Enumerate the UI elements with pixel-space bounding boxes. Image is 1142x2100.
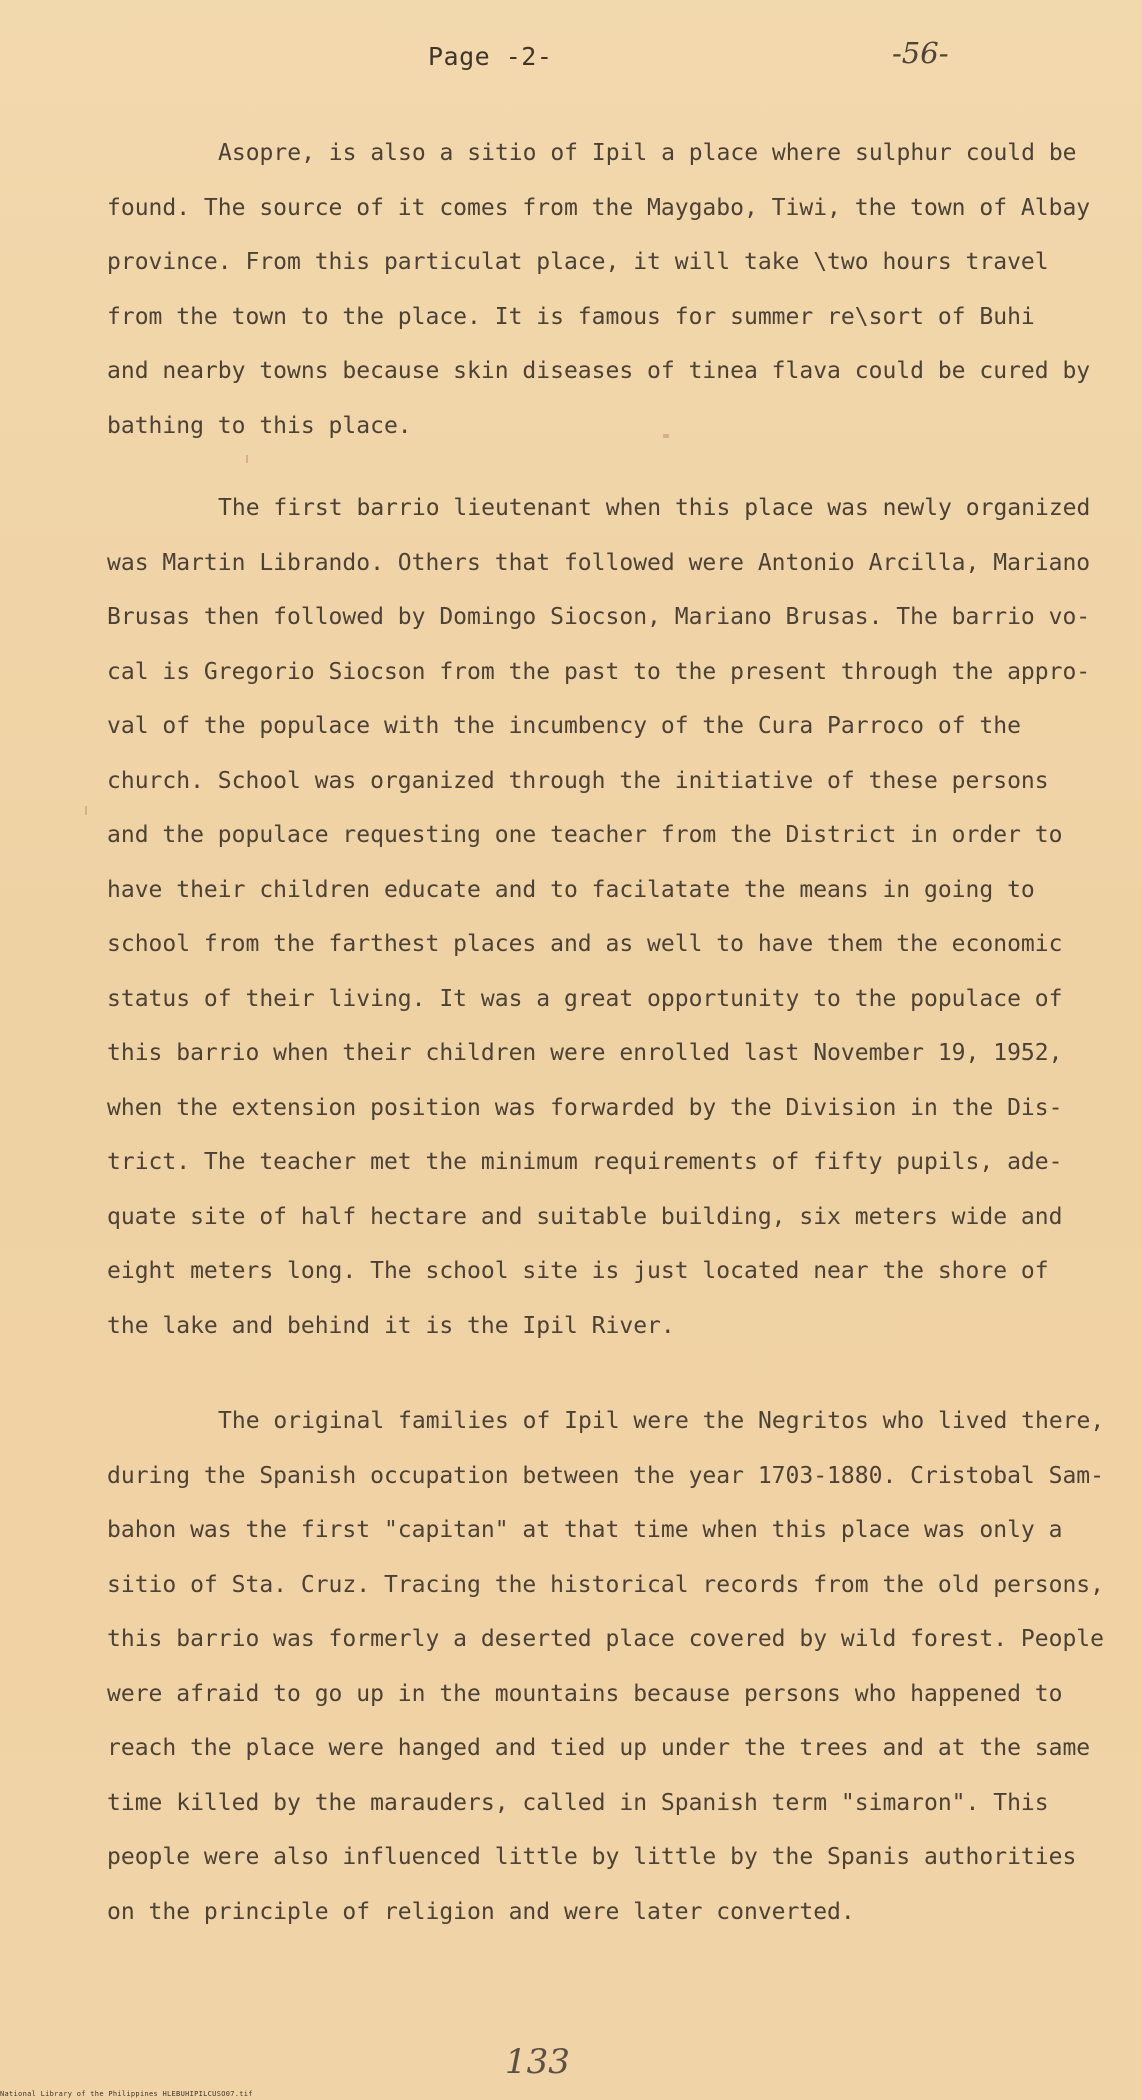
text-line: reach the place were hanged and tied up under the trees and at the same bbox=[107, 1735, 1091, 1761]
text-line: trict. The teacher met the minimum requirements of fifty pupils, ade- bbox=[107, 1149, 1063, 1175]
text-line: on the principle of religion and were later converted. bbox=[107, 1898, 855, 1925]
text-line: bathing to this place. bbox=[107, 412, 412, 439]
text-line: and the populace requesting one teacher from the District in order to bbox=[107, 822, 1063, 848]
text-line: quate site of half hectare and suitable building, six meters wide and bbox=[107, 1203, 1063, 1230]
text-line: were afraid to go up in the mountains because persons who happened to bbox=[107, 1680, 1063, 1707]
paragraph-original-families bbox=[107, 1394, 1105, 1939]
text-line: during the Spanish occupation between the year 1703-1880. Cristobal Sam- bbox=[107, 1462, 1104, 1489]
text-line: church. School was organized through the initiative of these persons bbox=[107, 767, 1049, 794]
text-line: this barrio was formerly a deserted place covered by wild forest. People bbox=[107, 1626, 1104, 1652]
text-line: and nearby towns because skin diseases of tinea flava could be cured by bbox=[107, 358, 1091, 384]
stray-ink-mark bbox=[246, 455, 248, 463]
stray-ink-mark bbox=[85, 806, 87, 815]
stray-ink-mark bbox=[663, 434, 669, 438]
paragraph-sulphur-sitio bbox=[107, 126, 1097, 453]
text-line: status of their living. It was a great opportunity to the populace of bbox=[107, 985, 1063, 1012]
paragraph-barrio-officials-school bbox=[107, 481, 1097, 1353]
text-line: province. From this particulat place, it will take \two hours travel bbox=[107, 249, 1049, 275]
text-line: The first barrio lieutenant when this place was newly organized bbox=[218, 495, 1091, 521]
text-line: eight meters long. The school site is just located near the shore of bbox=[107, 1258, 1049, 1284]
text-line: cal is Gregorio Siocson from the past to the present through the appro- bbox=[107, 658, 1091, 685]
text-line: val of the populace with the incumbency of the Cura Parroco of the bbox=[107, 713, 1021, 739]
text-line: from the town to the place. It is famous for summer re\sort of Buhi bbox=[107, 303, 1035, 330]
text-line: time killed by the marauders, called in Spanish term "simaron". This bbox=[107, 1789, 1049, 1816]
text-line: school from the farthest places and as well to have them the economic bbox=[107, 931, 1063, 957]
archive-footer: National Library of the Philippines HLEBUHIPILCUSO07.tif bbox=[0, 2090, 253, 2098]
handwritten-folio-number: 133 bbox=[505, 2042, 570, 2082]
text-line: was Martin Librando. Others that followed were Antonio Arcilla, Mariano bbox=[107, 549, 1091, 576]
text-line: this barrio when their children were enrolled last November 19, 1952, bbox=[107, 1040, 1063, 1066]
text-line: people were also influenced little by little by the Spanis authorities bbox=[107, 1844, 1077, 1870]
text-line: when the extension position was forwarded by the Division in the Dis- bbox=[107, 1094, 1063, 1121]
handwritten-page-number: -56- bbox=[892, 36, 949, 70]
text-line: the lake and behind it is the Ipil River. bbox=[107, 1312, 675, 1339]
text-line: sitio of Sta. Cruz. Tracing the historical records from the old persons, bbox=[107, 1571, 1104, 1598]
text-line: bahon was the first "capitan" at that time when this place was only a bbox=[107, 1517, 1063, 1543]
text-line: found. The source of it comes from the Maygabo, Tiwi, the town of Albay bbox=[107, 194, 1091, 221]
page-label: Page -2- bbox=[428, 42, 553, 71]
text-line: The original families of Ipil were the Negritos who lived there, bbox=[218, 1408, 1105, 1434]
text-line: have their children educate and to facilatate the means in going to bbox=[107, 876, 1035, 903]
text-line: Brusas then followed by Domingo Siocson, Mariano Brusas. The barrio vo- bbox=[107, 604, 1091, 630]
text-line: Asopre, is also a sitio of Ipil a place where sulphur could be bbox=[218, 140, 1077, 166]
